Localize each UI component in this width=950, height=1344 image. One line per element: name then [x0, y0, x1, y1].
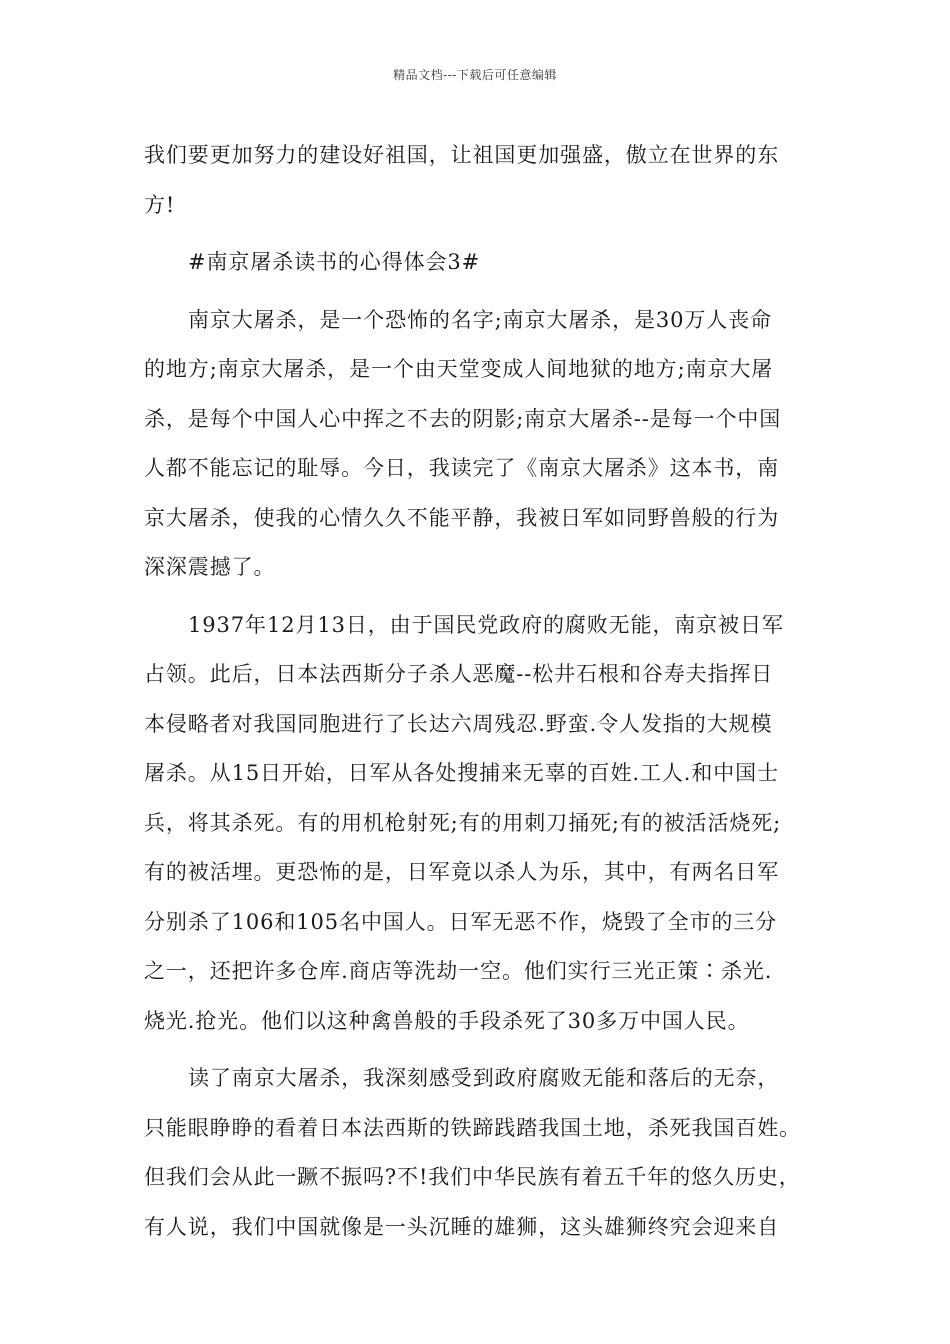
- text-line: 本侵略者对我国同胞进行了长达六周残忍.野蛮.令人发指的大规模: [144, 711, 773, 736]
- text-line: 之一，还把许多仓库.商店等洗劫一空。他们实行三光正策∶杀光.: [144, 959, 773, 983]
- text-line: 兵，将其杀死。有的用机枪射死;有的用刺刀捅死;有的被活活烧死;: [144, 810, 782, 835]
- text-line: 我们要更加努力的建设好祖国，让祖国更加强盛，傲立在世界的东: [144, 143, 780, 167]
- text-line: 但我们会从此一蹶不振吗?不!我们中华民族有着五千年的悠久历史，: [144, 1165, 801, 1189]
- text-line: 深深震撼了。: [144, 555, 276, 579]
- page-header: 精品文档---下载后可任意编辑: [393, 68, 557, 82]
- text-line: 只能眼睁睁的看着日本法西斯的铁蹄践踏我国土地，杀死我国百姓。: [144, 1115, 801, 1140]
- text-line: 京大屠杀，使我的心情久久不能平静，我被日军如同野兽般的行为: [144, 505, 780, 530]
- document-body: [144, 131, 810, 1252]
- text-line: 屠杀。从15日开始，日军从各处搜捕来无辜的百姓.工人.和中国士: [144, 761, 779, 785]
- text-line: 占领。此后，日本法西斯分子杀人恶魔--松井石根和谷寿夫指挥日: [144, 662, 774, 686]
- text-line: 方!: [144, 192, 176, 217]
- paragraph-start-line: 1937年12月13日，由于国民党政府的腐败无能，南京被日军: [188, 612, 784, 637]
- text-line: 的地方;南京大屠杀，是一个由天堂变成人间地狱的地方;南京大屠: [144, 357, 774, 381]
- section-heading: #南京屠杀读书的心得体会3#: [188, 250, 481, 274]
- text-line: 人都不能忘记的耻辱。今日，我读完了《南京大屠杀》这本书，南: [144, 456, 780, 480]
- paragraph-start-line: 南京大屠杀，是一个恐怖的名字;南京大屠杀，是30万人丧命: [188, 307, 772, 332]
- paragraph-start-line: 读了南京大屠杀，我深刻感受到政府腐败无能和落后的无奈，: [188, 1066, 780, 1090]
- text-line: 有的被活埋。更恐怖的是，日军竟以杀人为乐，其中，有两名日军: [144, 860, 780, 884]
- text-line: 分别杀了106和105名中国人。日军无恶不作，烧毁了全市的三分: [144, 909, 778, 934]
- text-line: 杀，是每个中国人心中挥之不去的阴影;南京大屠杀--是每一个中国: [144, 406, 782, 431]
- text-line: 有人说，我们中国就像是一头沉睡的雄狮，这头雄狮终究会迎来自: [144, 1214, 780, 1239]
- text-line: 烧光.抢光。他们以这种禽兽般的手段杀死了30多万中国人民。: [144, 1008, 750, 1033]
